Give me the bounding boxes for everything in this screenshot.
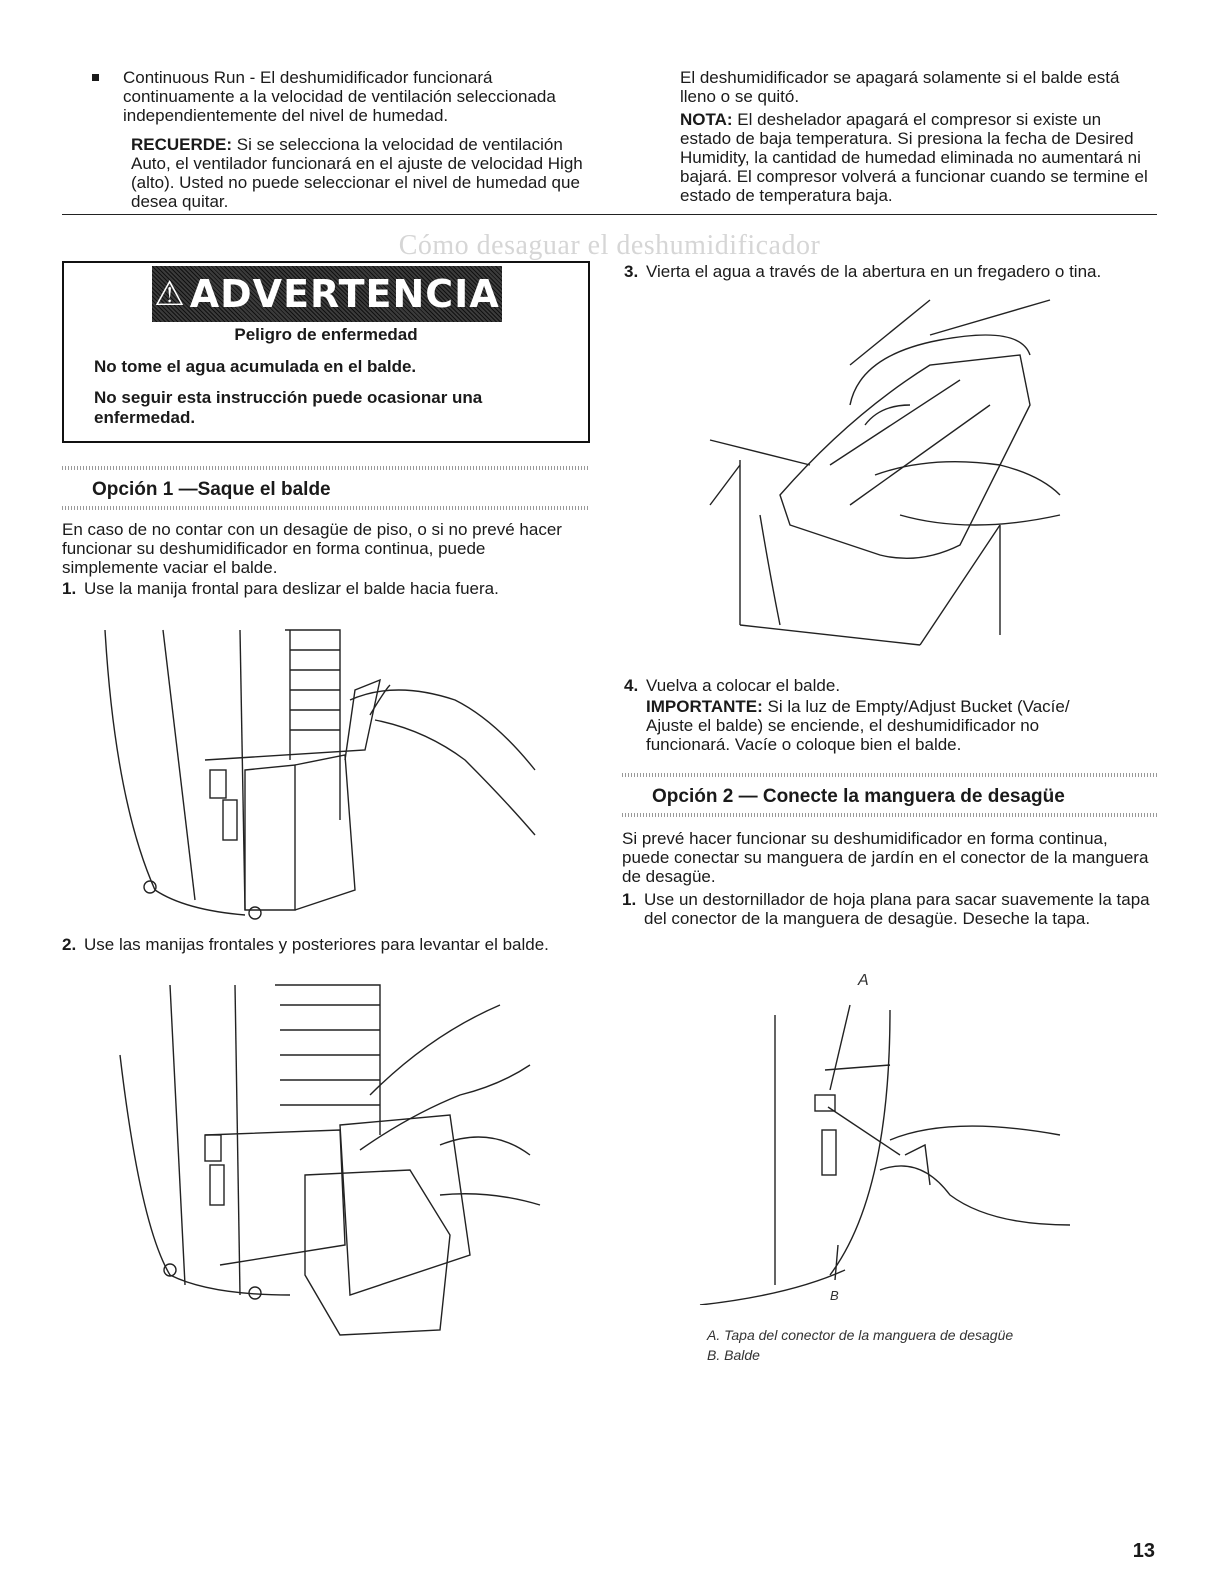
option1-step2: 2. Use las manijas frontales y posteriores para levantar el balde.	[62, 935, 549, 954]
warning-banner-text: ADVERTENCIA	[189, 272, 500, 316]
option1-body	[62, 520, 582, 598]
note-text: El deshelador apagará el compresor si existe un estado de baja temperatura. Si presiona la fecha de Desired Humidity, la cantidad de humedad eliminada no aumentará ni bajará. El compresor volverá a funcionar cuando se termine el estado de temperatura baja.	[680, 110, 1148, 205]
slide-bucket-illustration	[95, 620, 565, 920]
remember-text: Si se selecciona la velocidad de ventilación Auto, el ventilador funcionará en el ajuste de velocidad High (alto). Usted no puede seleccionar el nivel de humedad que desea quitar.	[131, 135, 583, 211]
warning-triangle-icon: ⚠	[154, 274, 186, 314]
option2-body	[622, 829, 1152, 928]
option1-heading: Opción 1 —Saque el balde	[92, 479, 331, 500]
label-b: B	[830, 1288, 839, 1303]
warning-box	[62, 261, 590, 443]
section-divider	[62, 214, 1157, 215]
option2-intro: Si prevé hacer funcionar su deshumidificador en forma continua, puede conectar su manguera de jardín en el conector de la manguera de desagüe.	[622, 829, 1149, 886]
note-label: NOTA:	[680, 110, 733, 129]
option1-step1: 1. Use la manija frontal para deslizar el balde hacia fuera.	[62, 579, 499, 598]
caption-a: A. Tapa del conector de la manguera de desagüe	[707, 1327, 1014, 1343]
warning-instruction: No tome el agua acumulada en el balde.	[94, 357, 417, 376]
continuous-run-text: Continuous Run - El deshumidificador funcionará continuamente a la velocidad de ventilación seleccionada independientemente del nivel de humedad.	[123, 68, 556, 125]
bullet-icon	[92, 74, 99, 81]
lift-bucket-illustration	[110, 975, 550, 1345]
option1-rule-bottom	[62, 506, 590, 510]
step4-block	[624, 676, 1144, 754]
remember-note	[131, 135, 601, 211]
option2-heading: Opción 2 — Conecte la manguera de desagüe	[652, 786, 1065, 807]
shutoff-block	[680, 68, 1150, 205]
page-number: 13	[1132, 1540, 1155, 1562]
step3: 3. Vierta el agua a través de la abertura en un fregadero o tina.	[624, 262, 1102, 281]
continuous-run-block	[62, 68, 602, 211]
drain-cap-illustration	[690, 995, 1090, 1305]
warning-hazard: Peligro de enfermedad	[234, 325, 418, 344]
step4: 4. Vuelva a colocar el balde.	[624, 676, 841, 695]
warning-banner	[152, 266, 502, 322]
warning-consequence: No seguir esta instrucción puede ocasionar una enfermedad.	[94, 388, 483, 427]
option2-step1: 1. Use un destornillador de hoja plana para sacar suavemente la tapa del conector de la manguera de desagüe. Deseche la tapa.	[622, 890, 1150, 928]
pour-water-illustration	[700, 295, 1070, 655]
option1-rule-top	[62, 466, 590, 470]
shutoff-text: El deshumidificador se apagará solamente si el balde está lleno o se quitó.	[680, 68, 1120, 106]
important-text: Si la luz de Empty/Adjust Bucket (Vacíe/ Ajuste el balde) se enciende, el deshumidificador no funcionará. Vacíe o coloque bien el balde.	[646, 697, 1070, 754]
option2-rule-bottom	[622, 813, 1157, 817]
remember-label: RECUERDE:	[131, 135, 233, 154]
important-note	[624, 697, 1086, 754]
option1-intro: En caso de no contar con un desagüe de piso, o si no prevé hacer funcionar su deshumidificador en forma continua, puede simplemente vaciar el balde.	[62, 520, 562, 577]
defrost-note	[680, 110, 1150, 205]
section-title: Cómo desaguar el deshumidificador	[398, 230, 821, 261]
label-a: A	[858, 972, 869, 989]
important-label: IMPORTANTE:	[646, 697, 763, 716]
caption-b: B. Balde	[707, 1347, 760, 1363]
option2-rule-top	[622, 773, 1157, 777]
